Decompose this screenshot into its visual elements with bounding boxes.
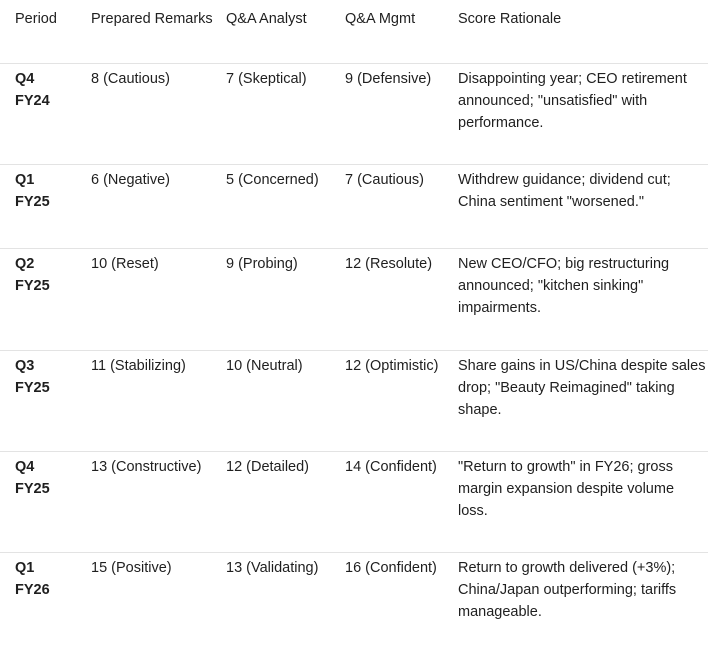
score-rationale-cell: Disappointing year; CEO retirement announced; "unsatisfied" with performance. bbox=[458, 71, 687, 131]
qa-analyst-cell: 9 (Probing) bbox=[226, 256, 298, 272]
header-period: Period bbox=[15, 11, 57, 27]
header-score-rationale: Score Rationale bbox=[458, 11, 562, 27]
table-header-row bbox=[0, 0, 708, 64]
table-row bbox=[0, 64, 708, 165]
score-rationale-cell: New CEO/CFO; big restructuring announced; "kitchen sinking" impairments. bbox=[458, 256, 670, 316]
header-qa-analyst: Q&A Analyst bbox=[226, 11, 307, 27]
qa-mgmt-cell: 12 (Optimistic) bbox=[345, 358, 439, 374]
period-cell: Q1 FY26 bbox=[15, 560, 50, 598]
score-rationale-cell: Return to growth delivered (+3%); China/Japan outperforming; tariffs manageable. bbox=[458, 560, 677, 620]
qa-mgmt-cell: 12 (Resolute) bbox=[345, 256, 433, 272]
qa-mgmt-cell: 16 (Confident) bbox=[345, 560, 437, 576]
period-cell: Q4 FY25 bbox=[15, 459, 50, 497]
table-row bbox=[0, 249, 708, 351]
prepared-remarks-cell: 8 (Cautious) bbox=[91, 71, 170, 87]
qa-mgmt-cell: 9 (Defensive) bbox=[345, 71, 432, 87]
table-row bbox=[0, 165, 708, 249]
qa-mgmt-cell: 14 (Confident) bbox=[345, 459, 437, 475]
score-rationale-cell: "Return to growth" in FY26; gross margin expansion despite volume loss. bbox=[458, 459, 675, 519]
qa-mgmt-cell: 7 (Cautious) bbox=[345, 172, 424, 188]
table-row bbox=[0, 553, 708, 665]
qa-analyst-cell: 13 (Validating) bbox=[226, 560, 319, 576]
qa-analyst-cell: 12 (Detailed) bbox=[226, 459, 310, 475]
score-rationale-cell: Withdrew guidance; dividend cut; China sentiment "worsened." bbox=[458, 172, 671, 210]
header-qa-mgmt: Q&A Mgmt bbox=[345, 11, 416, 27]
period-cell: Q1 FY25 bbox=[15, 172, 50, 210]
period-cell: Q3 FY25 bbox=[15, 358, 50, 396]
prepared-remarks-cell: 11 (Stabilizing) bbox=[91, 358, 186, 374]
prepared-remarks-cell: 15 (Positive) bbox=[91, 560, 172, 576]
score-rationale-cell: Share gains in US/China despite sales drop; "Beauty Reimagined" taking shape. bbox=[458, 358, 706, 418]
period-cell: Q4 FY24 bbox=[15, 71, 50, 109]
prepared-remarks-cell: 6 (Negative) bbox=[91, 172, 170, 188]
header-prepared-remarks: Prepared Remarks bbox=[91, 11, 213, 27]
period-cell: Q2 FY25 bbox=[15, 256, 50, 294]
table-row bbox=[0, 452, 708, 553]
qa-analyst-cell: 7 (Skeptical) bbox=[226, 71, 307, 87]
qa-analyst-cell: 5 (Concerned) bbox=[226, 172, 319, 188]
prepared-remarks-cell: 10 (Reset) bbox=[91, 256, 159, 272]
qa-analyst-cell: 10 (Neutral) bbox=[226, 358, 303, 374]
table-row bbox=[0, 351, 708, 452]
prepared-remarks-cell: 13 (Constructive) bbox=[91, 459, 202, 475]
